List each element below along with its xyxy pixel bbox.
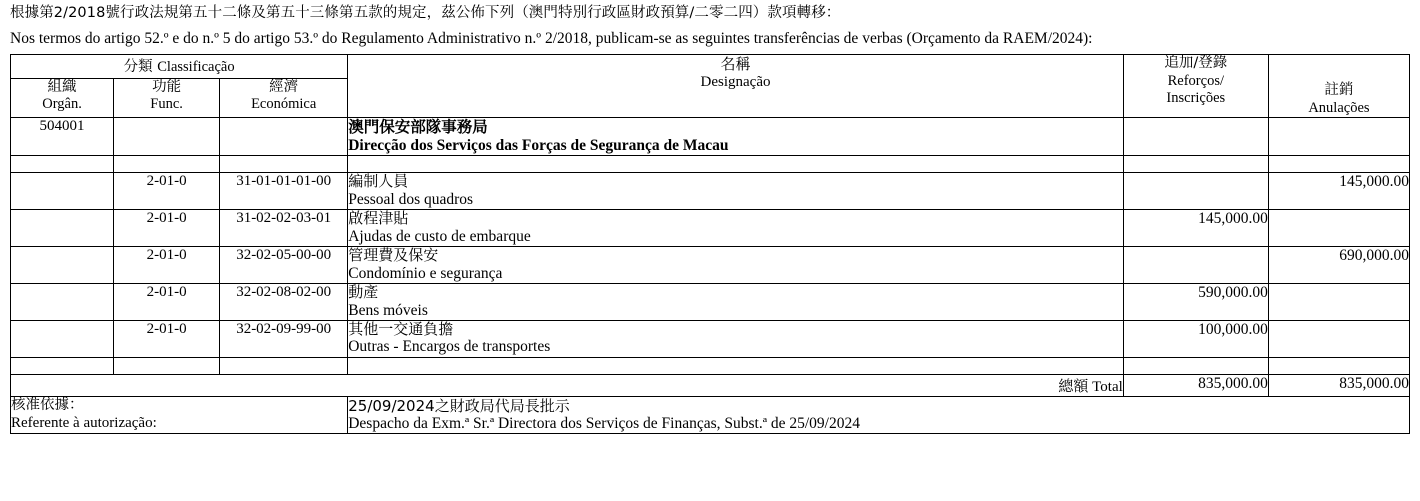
row-func-code: 2-01-0	[114, 209, 220, 246]
total-label-zh: 總額	[1058, 376, 1089, 395]
row-designation-pt: Outras - Encargos de transportes	[348, 338, 551, 356]
org-column-header-zh: 組織	[47, 79, 77, 96]
row-reinforcement: 590,000.00	[1123, 283, 1268, 320]
table-row	[11, 283, 1410, 320]
row-annulment: 690,000.00	[1268, 246, 1409, 283]
table-header-row-1	[11, 54, 1410, 78]
entity-name-zh: 澳門保安部隊事務局	[348, 118, 488, 137]
table-row	[11, 172, 1410, 209]
spacer-cell-6	[1268, 155, 1409, 172]
annulment-header-zh: 註銷	[1324, 81, 1354, 98]
designation-header-zh: 名稱	[720, 54, 751, 73]
row-designation	[348, 246, 1124, 283]
table-row	[11, 209, 1410, 246]
entity-reinforcement	[1123, 118, 1268, 156]
intro-text-chinese: 根據第2/2018號行政法規第五十二條及第五十三條第五款的規定，茲公佈下列（澳門特別行政區財政預算/二零二四）款項轉移：	[10, 5, 841, 21]
spacer-cell-4	[348, 357, 1124, 374]
spacer-cell-5	[1123, 357, 1268, 374]
func-column-header	[114, 79, 220, 118]
entity-org-code: 504001	[11, 118, 114, 156]
authorization-label-zh: 核准依據：	[11, 396, 84, 413]
spacer-cell-6	[1268, 357, 1409, 374]
annulment-header-pt: Anulações	[1308, 99, 1370, 116]
designation-header	[348, 54, 1124, 117]
econ-column-header-zh: 經濟	[269, 79, 299, 96]
row-org-code	[11, 283, 114, 320]
row-designation	[348, 283, 1124, 320]
reinforcement-header-zh: 追加/登錄	[1164, 54, 1228, 71]
row-designation-pt: Ajudas de custo de embarque	[348, 227, 531, 245]
spacer-cell-1	[11, 155, 114, 172]
row-econ-code: 32-02-05-00-00	[220, 246, 348, 283]
row-org-code	[11, 209, 114, 246]
total-annulment: 835,000.00	[1268, 374, 1409, 396]
spacer-cell-5	[1123, 155, 1268, 172]
authorization-value	[348, 396, 1410, 434]
table-row	[11, 246, 1410, 283]
entity-econ-code	[220, 118, 348, 156]
row-designation-zh: 編制人員	[348, 171, 409, 190]
row-org-code	[11, 172, 114, 209]
row-econ-code: 31-01-01-01-00	[220, 172, 348, 209]
row-reinforcement: 100,000.00	[1123, 320, 1268, 357]
authorization-label	[11, 396, 348, 434]
func-column-header-pt: Func.	[150, 96, 183, 113]
total-row	[11, 374, 1410, 396]
econ-column-header-pt: Económica	[251, 96, 317, 113]
row-designation-zh: 其他一交通負擔	[348, 319, 454, 338]
row-designation	[348, 209, 1124, 246]
spacer-cell-3	[220, 357, 348, 374]
row-designation-pt: Pessoal dos quadros	[348, 190, 474, 208]
entity-annulment	[1268, 118, 1409, 156]
row-annulment	[1268, 283, 1409, 320]
org-column-header	[11, 79, 114, 118]
row-econ-code: 32-02-09-99-00	[220, 320, 348, 357]
row-reinforcement	[1123, 246, 1268, 283]
spacer-cell-3	[220, 155, 348, 172]
row-designation-pt: Condomínio e segurança	[348, 264, 503, 282]
total-label-pt: Total	[1092, 378, 1123, 395]
row-annulment	[1268, 209, 1409, 246]
func-column-header-zh: 功能	[152, 79, 182, 96]
row-designation	[348, 320, 1124, 357]
authorization-value-zh: 25/09/2024之財政局代局長批示	[348, 396, 570, 415]
row-func-code: 2-01-0	[114, 283, 220, 320]
row-func-code: 2-01-0	[114, 320, 220, 357]
classification-header-zh: 分類	[123, 58, 153, 75]
total-label	[11, 374, 1124, 396]
authorization-row	[11, 396, 1410, 434]
spacer-row	[11, 155, 1410, 172]
entity-name-pt: Direcção dos Serviços das Forças de Segurança de Macau	[348, 136, 729, 154]
table-row	[11, 320, 1410, 357]
row-designation-zh: 管理費及保安	[348, 245, 439, 264]
entity-row	[11, 118, 1410, 156]
total-reinforcement: 835,000.00	[1123, 374, 1268, 396]
row-designation-zh: 動產	[348, 282, 379, 301]
row-func-code: 2-01-0	[114, 172, 220, 209]
row-designation	[348, 172, 1124, 209]
reinforcement-header-pt1: Reforços/	[1167, 72, 1224, 89]
intro-block	[10, 0, 1410, 54]
intro-text-portuguese: Nos termos do artigo 52.º e do n.º 5 do artigo 53.º do Regulamento Administrativo n.º 2/2018, publicam-se as seguintes transferências de verbas (Orçamento da RAEM/2024):	[10, 29, 1093, 47]
row-org-code	[11, 320, 114, 357]
row-func-code: 2-01-0	[114, 246, 220, 283]
entity-name	[348, 118, 1124, 156]
annulment-header	[1268, 54, 1409, 117]
row-econ-code: 31-02-02-03-01	[220, 209, 348, 246]
spacer-cell-2	[114, 357, 220, 374]
spacer-cell-2	[114, 155, 220, 172]
row-reinforcement: 145,000.00	[1123, 209, 1268, 246]
row-designation-zh: 啟程津貼	[348, 208, 409, 227]
spacer-cell-4	[348, 155, 1124, 172]
row-econ-code: 32-02-08-02-00	[220, 283, 348, 320]
classification-header	[11, 54, 348, 78]
row-designation-pt: Bens móveis	[348, 301, 428, 319]
row-org-code	[11, 246, 114, 283]
org-column-header-pt: Orgân.	[42, 96, 82, 113]
row-reinforcement	[1123, 172, 1268, 209]
row-annulment: 145,000.00	[1268, 172, 1409, 209]
reinforcement-header	[1123, 54, 1268, 117]
authorization-label-pt: Referente à autorização:	[11, 415, 157, 432]
spacer-cell-1	[11, 357, 114, 374]
entity-func-code	[114, 118, 220, 156]
reinforcement-header-pt2: Inscrições	[1166, 90, 1226, 107]
designation-header-pt: Designação	[700, 73, 771, 90]
classification-header-pt: Classificação	[157, 58, 235, 75]
authorization-value-pt: Despacho da Exm.ª Sr.ª Directora dos Serviços de Finanças, Subst.ª de 25/09/2024	[348, 414, 860, 432]
econ-column-header	[220, 79, 348, 118]
budget-transfer-table	[10, 54, 1410, 434]
spacer-row-bottom	[11, 357, 1410, 374]
row-annulment	[1268, 320, 1409, 357]
